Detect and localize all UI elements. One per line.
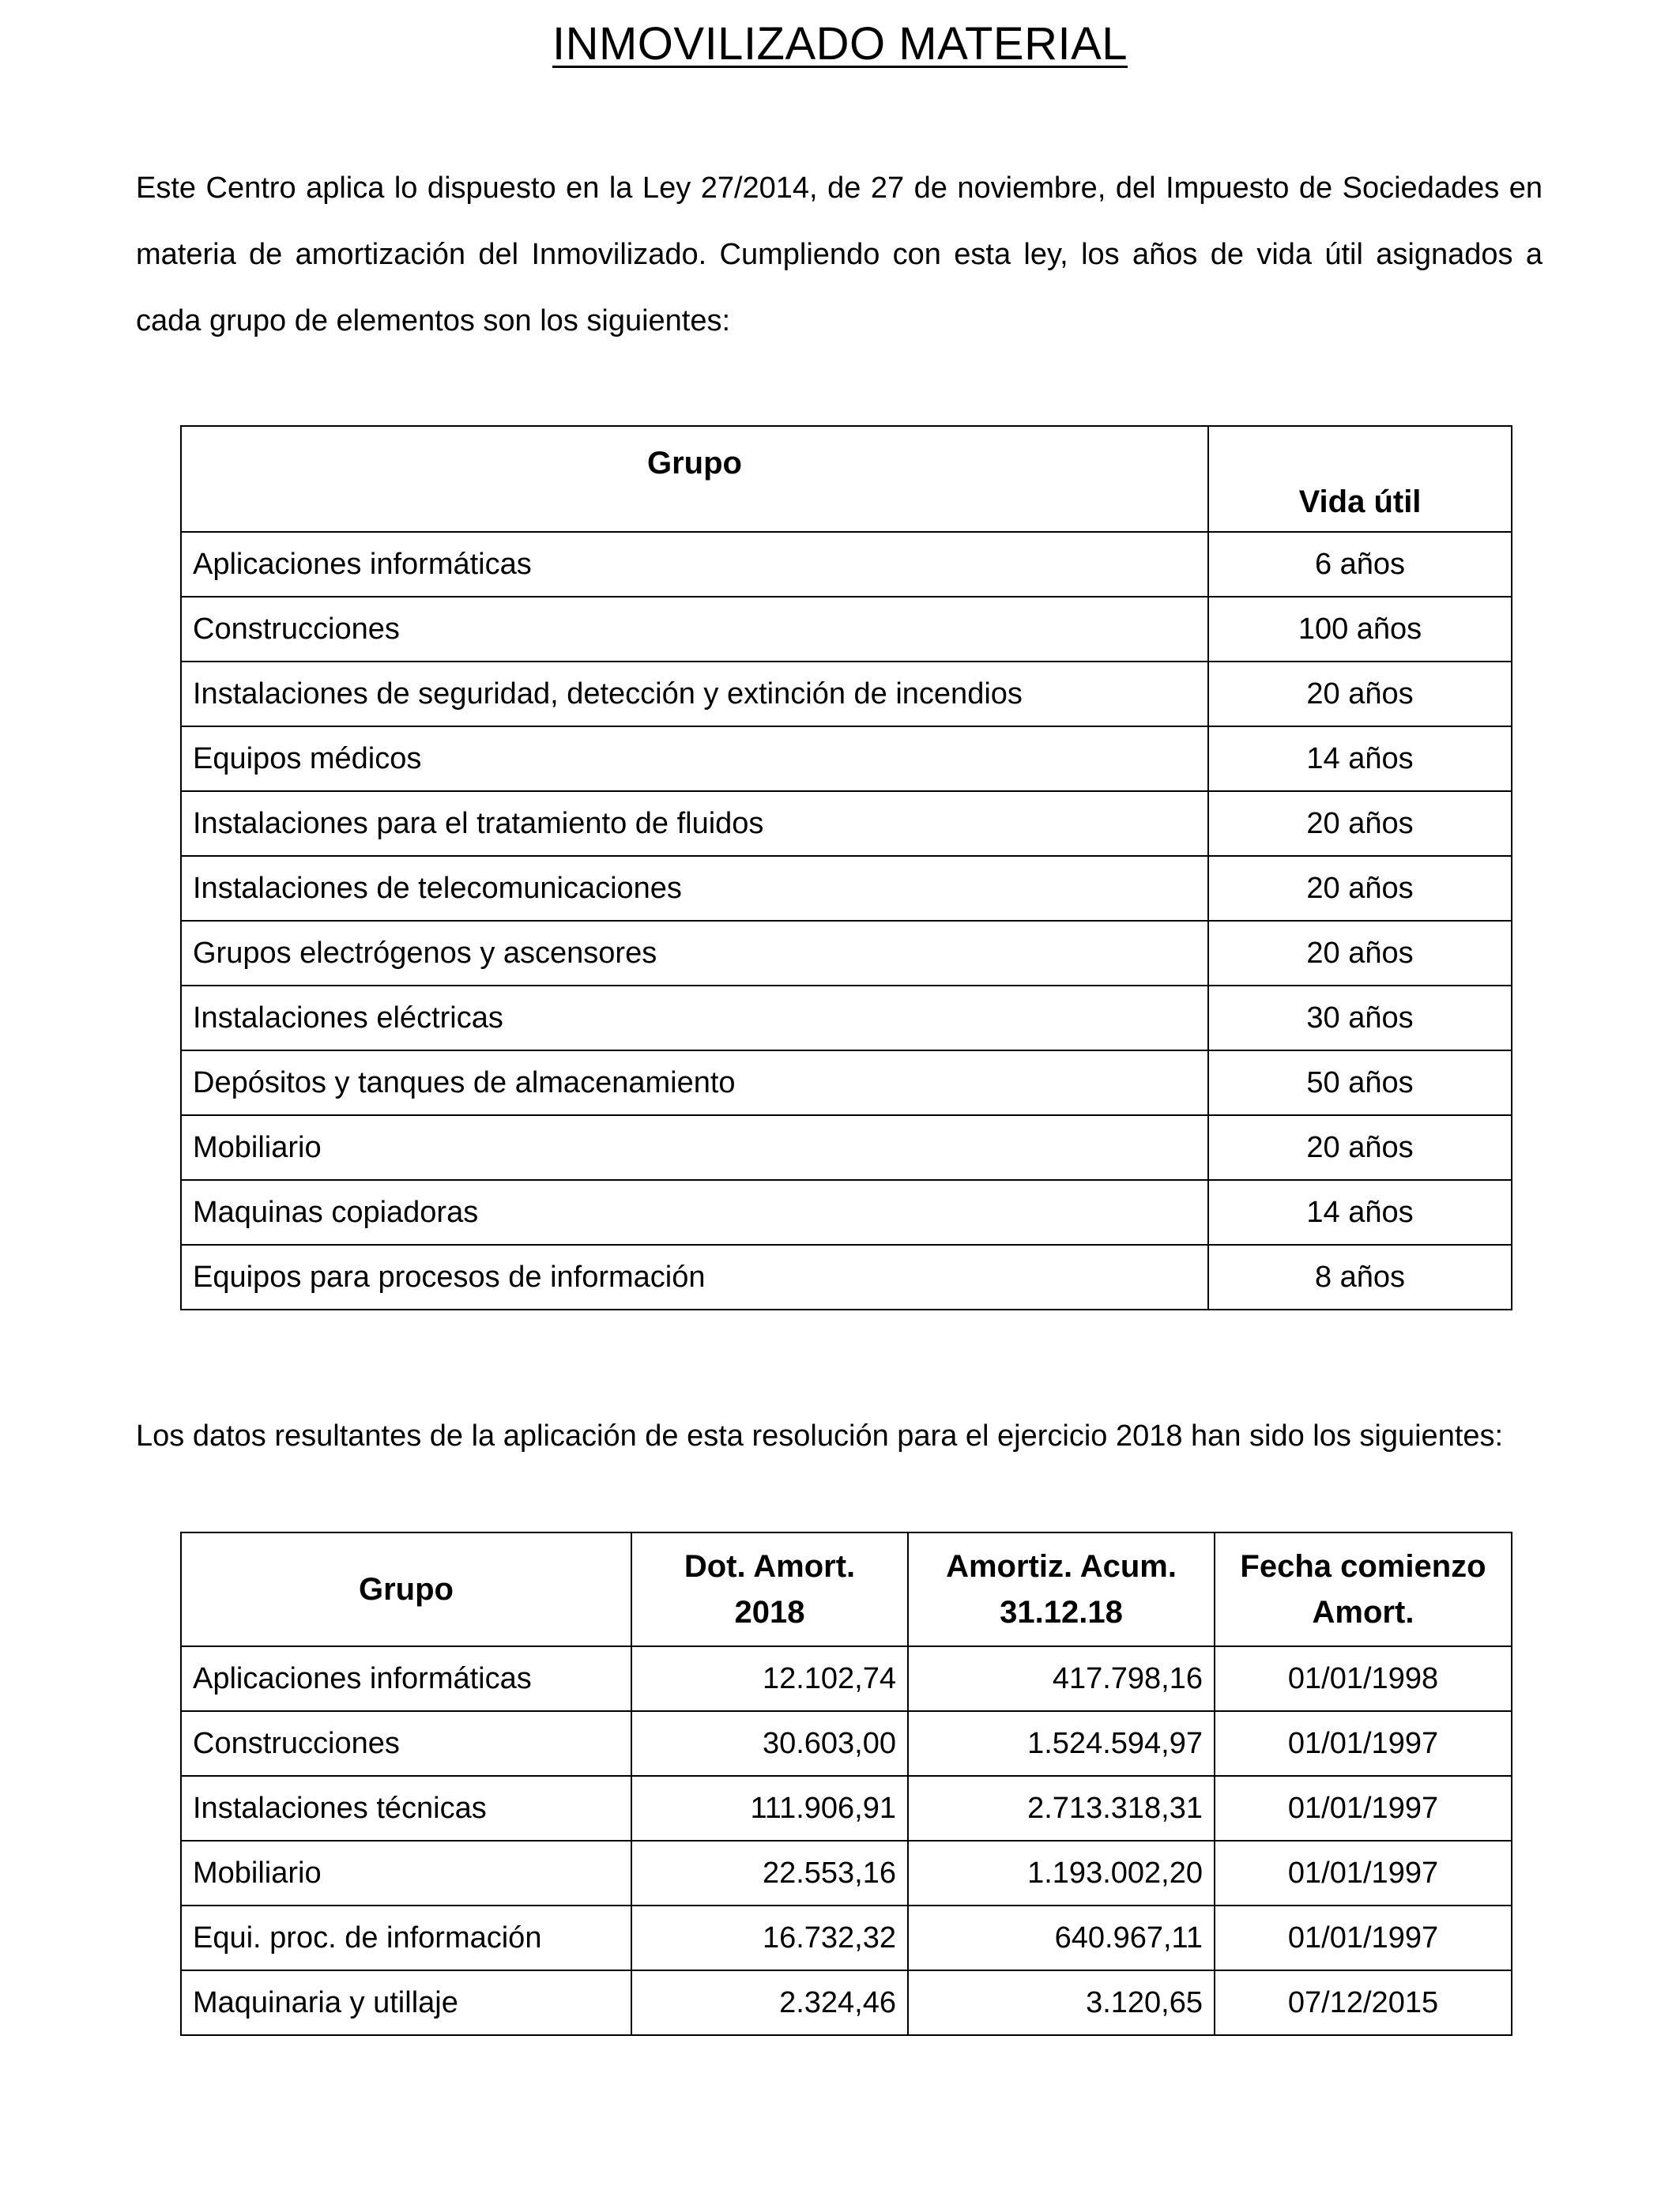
cell-vida-util: 6 años (1208, 532, 1512, 597)
header-amortiz-acum: Amortiz. Acum. 31.12.18 (908, 1532, 1215, 1646)
cell-fecha-comienzo: 01/01/1997 (1215, 1776, 1512, 1841)
cell-grupo: Grupos electrógenos y ascensores (181, 921, 1208, 986)
cell-grupo: Instalaciones de seguridad, detección y extinción de incendios (181, 662, 1208, 726)
table-header-row (181, 1532, 1512, 1646)
cell-dot-amort: 16.732,32 (631, 1906, 908, 1970)
table-row (181, 726, 1512, 791)
cell-amortiz-acum: 640.967,11 (908, 1906, 1215, 1970)
table-row (181, 1841, 1512, 1906)
cell-grupo: Construcciones (181, 597, 1208, 662)
table-row (181, 1115, 1512, 1180)
header-vida-util: Vida útil (1208, 426, 1512, 532)
cell-dot-amort: 22.553,16 (631, 1841, 908, 1906)
cell-grupo: Equipos para procesos de información (181, 1245, 1208, 1310)
cell-vida-util: 20 años (1208, 662, 1512, 726)
intro-paragraph: Este Centro aplica lo dispuesto en la Ley 27/2014, de 27 de noviembre, del Impuesto de Sociedades en materia de amortización del Inmovilizado. Cumpliendo con esta ley, los años de vida útil asignados a cada grupo de elementos son los siguientes: (136, 172, 1543, 337)
cell-grupo: Mobiliario (181, 1115, 1208, 1180)
cell-vida-util: 20 años (1208, 856, 1512, 921)
cell-grupo: Instalaciones técnicas (181, 1776, 631, 1841)
table-row (181, 856, 1512, 921)
cell-grupo: Maquinas copiadoras (181, 1180, 1208, 1245)
cell-grupo: Aplicaciones informáticas (181, 532, 1208, 597)
cell-vida-util: 50 años (1208, 1050, 1512, 1115)
cell-grupo: Aplicaciones informáticas (181, 1646, 631, 1711)
cell-grupo: Instalaciones de telecomunicaciones (181, 856, 1208, 921)
cell-vida-util: 30 años (1208, 986, 1512, 1050)
table-row (181, 791, 1512, 856)
cell-vida-util: 20 años (1208, 1115, 1512, 1180)
cell-amortiz-acum: 2.713.318,31 (908, 1776, 1215, 1841)
cell-vida-util: 14 años (1208, 726, 1512, 791)
cell-amortiz-acum: 3.120,65 (908, 1970, 1215, 2035)
table-row (181, 921, 1512, 986)
cell-vida-util: 14 años (1208, 1180, 1512, 1245)
amortization-table (180, 1532, 1512, 2036)
useful-life-table (180, 425, 1512, 1310)
table-row (181, 1776, 1512, 1841)
cell-fecha-comienzo: 07/12/2015 (1215, 1970, 1512, 2035)
cell-grupo: Instalaciones para el tratamiento de fluidos (181, 791, 1208, 856)
cell-grupo: Construcciones (181, 1711, 631, 1776)
cell-fecha-comienzo: 01/01/1998 (1215, 1646, 1512, 1711)
cell-amortiz-acum: 1.193.002,20 (908, 1841, 1215, 1906)
cell-dot-amort: 12.102,74 (631, 1646, 908, 1711)
table-row (181, 1050, 1512, 1115)
header-dot-amort: Dot. Amort. 2018 (631, 1532, 908, 1646)
table-row (181, 1711, 1512, 1776)
cell-vida-util: 8 años (1208, 1245, 1512, 1310)
table-row (181, 1970, 1512, 2035)
table-row (181, 597, 1512, 662)
cell-grupo: Instalaciones eléctricas (181, 986, 1208, 1050)
results-paragraph: Los datos resultantes de la aplicación de esta resolución para el ejercicio 2018 han sido los siguientes: (136, 1419, 1504, 1453)
cell-dot-amort: 2.324,46 (631, 1970, 908, 2035)
table-row (181, 1906, 1512, 1970)
cell-dot-amort: 30.603,00 (631, 1711, 908, 1776)
table-row (181, 1245, 1512, 1310)
cell-grupo: Equi. proc. de información (181, 1906, 631, 1970)
table-header-row (181, 426, 1512, 532)
cell-amortiz-acum: 1.524.594,97 (908, 1711, 1215, 1776)
cell-dot-amort: 111.906,91 (631, 1776, 908, 1841)
table-row (181, 532, 1512, 597)
cell-grupo: Mobiliario (181, 1841, 631, 1906)
cell-fecha-comienzo: 01/01/1997 (1215, 1906, 1512, 1970)
cell-vida-util: 20 años (1208, 791, 1512, 856)
cell-vida-util: 20 años (1208, 921, 1512, 986)
header-grupo: Grupo (181, 426, 1208, 532)
table-row (181, 1180, 1512, 1245)
table-row (181, 1646, 1512, 1711)
cell-vida-util: 100 años (1208, 597, 1512, 662)
table-row (181, 662, 1512, 726)
table-row (181, 986, 1512, 1050)
cell-fecha-comienzo: 01/01/1997 (1215, 1841, 1512, 1906)
cell-grupo: Equipos médicos (181, 726, 1208, 791)
page-title: INMOVILIZADO MATERIAL (552, 18, 1128, 70)
cell-amortiz-acum: 417.798,16 (908, 1646, 1215, 1711)
cell-grupo: Depósitos y tanques de almacenamiento (181, 1050, 1208, 1115)
cell-grupo: Maquinaria y utillaje (181, 1970, 631, 2035)
cell-fecha-comienzo: 01/01/1997 (1215, 1711, 1512, 1776)
header-fecha-comienzo: Fecha comienzo Amort. (1215, 1532, 1512, 1646)
header-grupo: Grupo (181, 1532, 631, 1646)
